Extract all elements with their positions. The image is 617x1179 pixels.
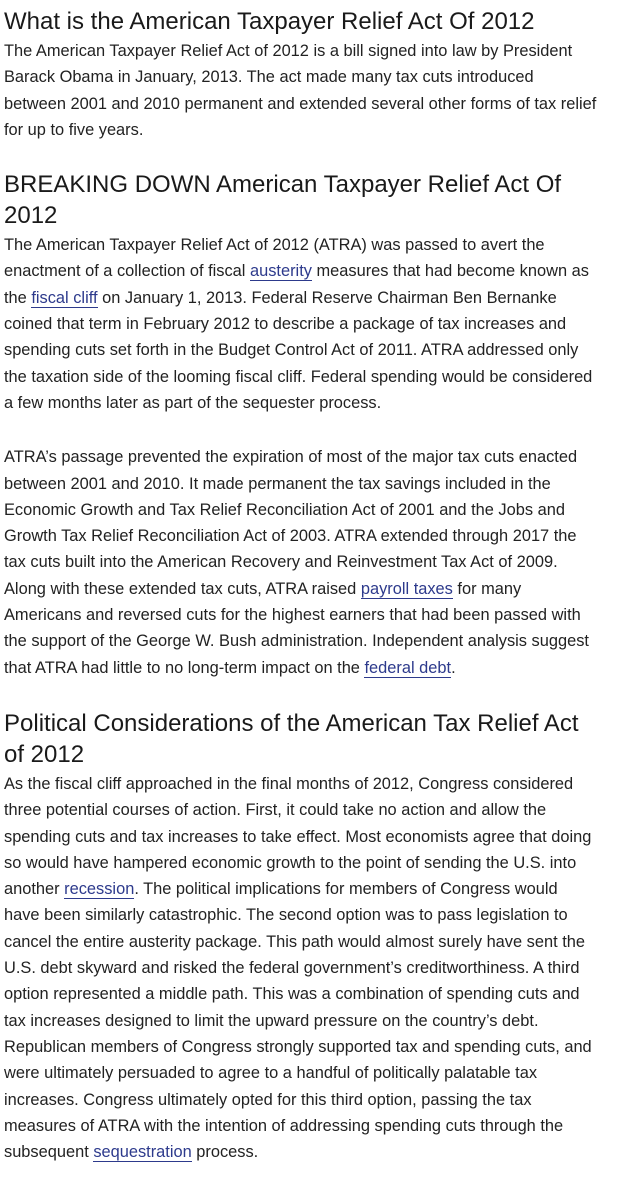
section-heading-intro: What is the American Taxpayer Relief Act Of 2012 bbox=[4, 8, 535, 35]
paragraph-breakdown-2 bbox=[4, 444, 597, 681]
text-run: for many Americans and reversed cuts for the highest earners that had been passed with the support of the George W. Bush administration. Independent analysis suggest that ATRA had little to no long-term impact on the bbox=[4, 579, 589, 677]
text-run: The American Taxpayer Relief Act of 2012 (ATRA) was passed to avert the enactment of a collection of fiscal bbox=[4, 236, 545, 281]
text-run: on January 1, 2013. Federal Reserve Chairman Ben Bernanke coined that term in February 2012 to describe a package of tax increases and spending cuts set forth in the Budget Control Act of 2011. ATRA addressed only the taxation side of the looming fiscal cliff. Federal spending would be considered a few months later as part of the sequester process. bbox=[4, 288, 593, 412]
section-heading-political: Political Considerations of the American Tax Relief Act of 2012 bbox=[4, 709, 579, 768]
text-run: As the fiscal cliff approached in the final months of 2012, Congress considered three potential courses of action. First, it could take no action and allow the spending cuts and tax increases to take effect. Most economists agree that doing so would have hampered economic growth to the point of sending the U.S. into another bbox=[4, 774, 592, 899]
section-heading-breakdown: BREAKING DOWN American Taxpayer Relief Act Of 2012 bbox=[4, 171, 562, 230]
link-fiscal-cliff[interactable]: fiscal cliff bbox=[31, 288, 98, 307]
link-recession[interactable]: recession bbox=[64, 880, 135, 899]
text-run: measures that had become known as the bbox=[4, 262, 589, 307]
paragraph-breakdown-1 bbox=[4, 232, 597, 416]
text-run: process. bbox=[191, 1143, 259, 1162]
paragraph-political-1 bbox=[4, 771, 597, 1165]
link-sequestration[interactable]: sequestration bbox=[93, 1143, 192, 1162]
text-run: . The political implications for members of Congress would have been similarly catastrophic. The second option was to pass legislation to cancel the entire austerity package. This path would almost surely have sent the U.S. debt skyward and risked the federal government’s creditworthiness. A third option represented a middle path. This was a combination of spending cuts and tax increases designed to limit the upward pressure on the country’s debt. Republican members of Congress strongly supported tax and spending cuts, and were ultimately persuaded to agree to a handful of politically palatable tax increases. Congress ultimately opted for this third option, passing the tax measures of ATRA with the intention of addressing spending cuts through the subsequent bbox=[4, 880, 592, 1162]
paragraph-intro: The American Taxpayer Relief Act of 2012 is a bill signed into law by President Barack Obama in January, 2013. The act made many tax cuts introduced between 2001 and 2010 permanent and extended several other forms of tax relief for up to five years. bbox=[4, 42, 597, 139]
text-run: ATRA’s passage prevented the expiration of most of the major tax cuts enacted between 2001 and 2010. It made permanent the tax savings included in the Economic Growth and Tax Relief Reconciliation Act of 2001 and the Jobs and Growth Tax Relief Reconciliation Act of 2003. ATRA extended through 2017 the tax cuts built into the American Recovery and Reinvestment Tax Act of 2009. Along with these extended tax cuts, ATRA raised bbox=[4, 448, 578, 598]
link-federal-debt[interactable]: federal debt bbox=[364, 658, 452, 677]
link-austerity[interactable]: austerity bbox=[250, 262, 312, 281]
link-payroll-taxes[interactable]: payroll taxes bbox=[360, 579, 453, 598]
text-run: . bbox=[451, 658, 456, 677]
